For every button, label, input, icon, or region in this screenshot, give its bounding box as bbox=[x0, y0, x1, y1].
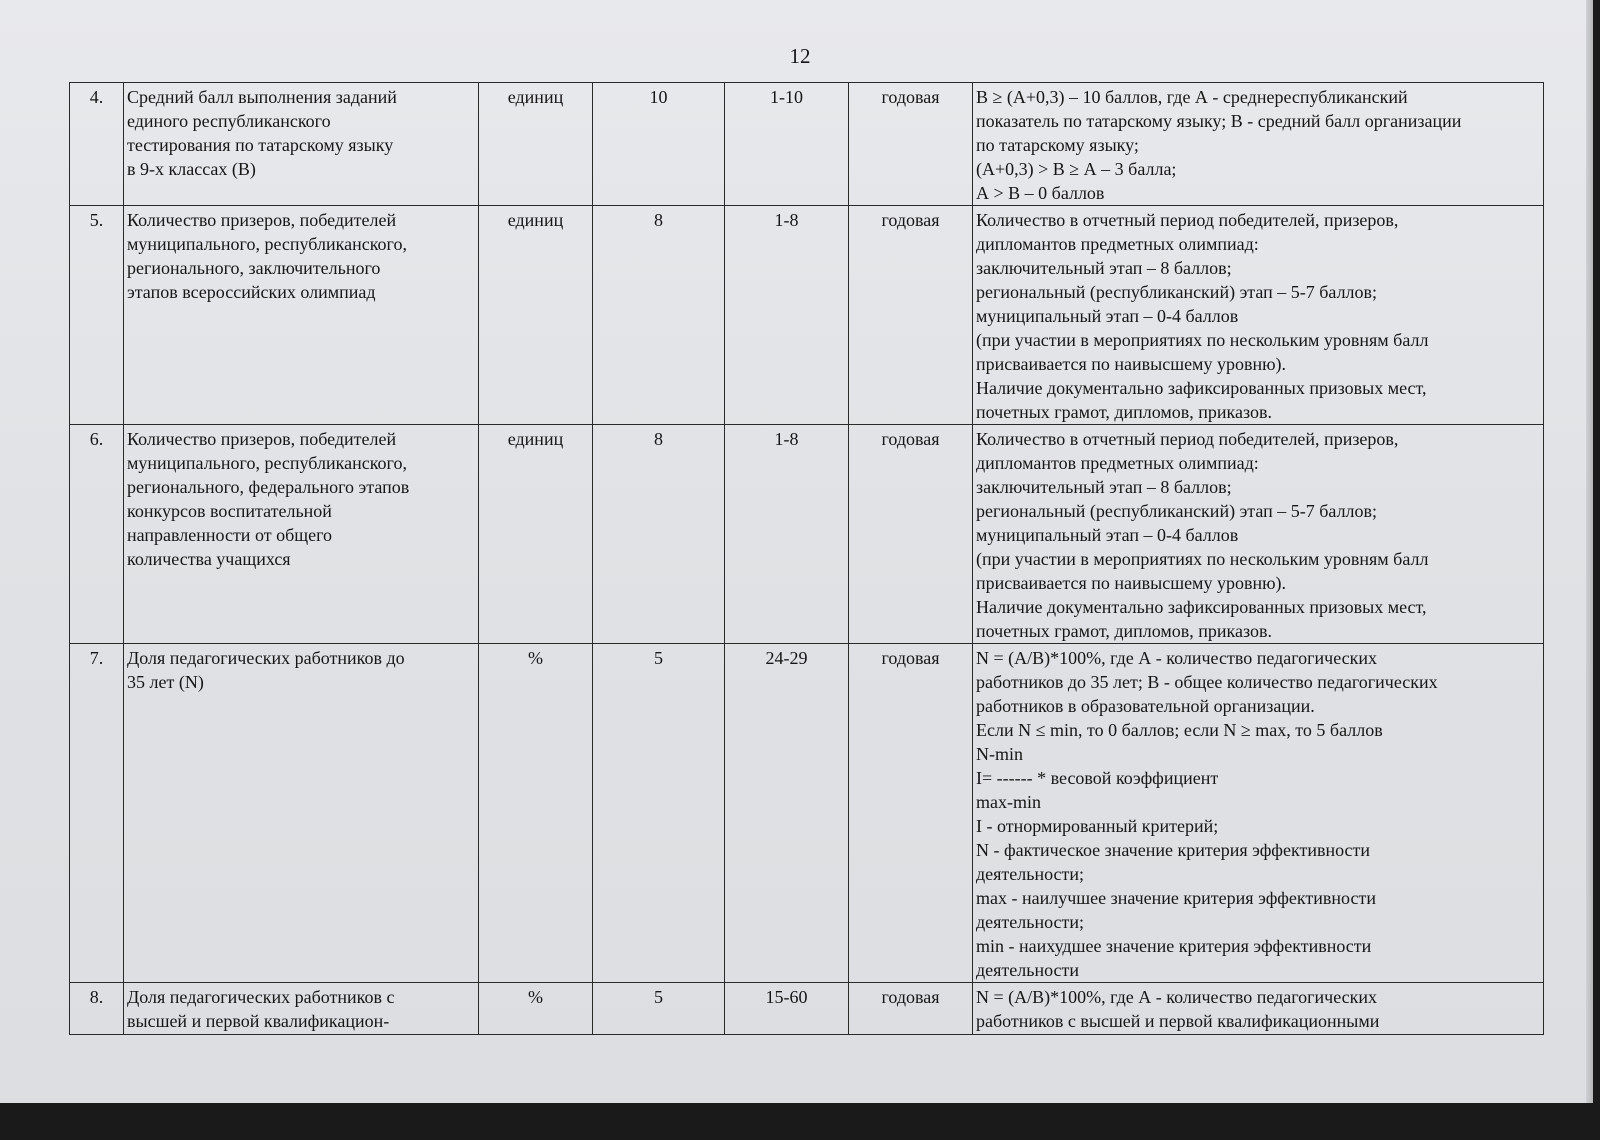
unit-cell: единиц bbox=[479, 425, 593, 644]
formula-line: работников до 35 лет; В - общее количество педагогических bbox=[976, 672, 1438, 692]
row-number: 6. bbox=[70, 425, 124, 644]
row-number: 8. bbox=[70, 983, 124, 1035]
formula-line: max-min bbox=[976, 792, 1041, 812]
formula-line: max - наилучшее значение критерия эффективности bbox=[976, 888, 1376, 908]
period-cell: годовая bbox=[849, 644, 973, 983]
indicator-line: 35 лет (N) bbox=[127, 672, 204, 692]
formula-line: почетных грамот, дипломов, приказов. bbox=[976, 621, 1273, 641]
formula-cell bbox=[973, 206, 1544, 425]
period-cell: годовая bbox=[849, 983, 973, 1035]
page-edge-shadow bbox=[1586, 0, 1593, 1103]
formula-line: дипломантов предметных олимпиад: bbox=[976, 234, 1259, 254]
formula-line: деятельности; bbox=[976, 912, 1085, 932]
formula-line: Наличие документально зафиксированных призовых мест, bbox=[976, 597, 1427, 617]
unit-cell: единиц bbox=[479, 206, 593, 425]
table-row bbox=[70, 83, 1544, 206]
weight-cell: 8 bbox=[593, 206, 725, 425]
formula-line: заключительный этап – 8 баллов; bbox=[976, 258, 1232, 278]
indicator-cell bbox=[124, 644, 479, 983]
formula-line: работников в образовательной организации. bbox=[976, 696, 1315, 716]
table-row bbox=[70, 644, 1544, 983]
formula-line: Если N ≤ min, то 0 баллов; если N ≥ max, то 5 баллов bbox=[976, 720, 1383, 740]
indicator-line: высшей и первой квалификацион- bbox=[127, 1011, 390, 1031]
unit-cell: единиц bbox=[479, 83, 593, 206]
table-row bbox=[70, 206, 1544, 425]
formula-line: Наличие документально зафиксированных призовых мест, bbox=[976, 378, 1427, 398]
formula-line: В ≥ (А+0,3) – 10 баллов, где А - среднереспубликанский bbox=[976, 87, 1408, 107]
indicator-line: конкурсов воспитательной bbox=[127, 501, 332, 521]
formula-cell bbox=[973, 983, 1544, 1035]
indicator-line: этапов всероссийских олимпиад bbox=[127, 282, 376, 302]
weight-cell: 10 bbox=[593, 83, 725, 206]
range-cell: 15-60 bbox=[725, 983, 849, 1035]
range-cell: 1-8 bbox=[725, 425, 849, 644]
formula-line: А > В – 0 баллов bbox=[976, 183, 1105, 203]
criteria-table bbox=[69, 82, 1544, 1035]
formula-line: муниципальный этап – 0-4 баллов bbox=[976, 306, 1239, 326]
formula-cell bbox=[973, 425, 1544, 644]
formula-line: N = (A/B)*100%, где А - количество педагогических bbox=[976, 987, 1378, 1007]
formula-line: N-min bbox=[976, 744, 1023, 764]
range-cell: 1-10 bbox=[725, 83, 849, 206]
formula-cell bbox=[973, 644, 1544, 983]
formula-line: деятельности; bbox=[976, 864, 1085, 884]
indicator-cell bbox=[124, 983, 479, 1035]
formula-line: присваивается по наивысшему уровню). bbox=[976, 354, 1287, 374]
formula-line: по татарскому языку; bbox=[976, 135, 1139, 155]
formula-line: min - наихудшее значение критерия эффективности bbox=[976, 936, 1372, 956]
indicator-line: Доля педагогических работников до bbox=[127, 648, 405, 668]
weight-cell: 5 bbox=[593, 644, 725, 983]
range-cell: 1-8 bbox=[725, 206, 849, 425]
page-number: 12 bbox=[789, 44, 811, 68]
indicator-line: муниципального, республиканского, bbox=[127, 453, 407, 473]
formula-line: деятельности bbox=[976, 960, 1080, 980]
formula-line: (А+0,3) > В ≥ А – 3 балла; bbox=[976, 159, 1177, 179]
row-number: 5. bbox=[70, 206, 124, 425]
table-row bbox=[70, 425, 1544, 644]
formula-line: (при участии в мероприятиях по нескольким уровням балл bbox=[976, 549, 1429, 569]
indicator-cell bbox=[124, 83, 479, 206]
range-cell: 24-29 bbox=[725, 644, 849, 983]
formula-line: присваивается по наивысшему уровню). bbox=[976, 573, 1287, 593]
indicator-line: Доля педагогических работников с bbox=[127, 987, 395, 1007]
formula-line: I - отнормированный критерий; bbox=[976, 816, 1219, 836]
indicator-line: единого республиканского bbox=[127, 111, 331, 131]
formula-line: работников с высшей и первой квалификационными bbox=[976, 1011, 1380, 1031]
indicator-line: количества учащихся bbox=[127, 549, 291, 569]
formula-line: I= ------ * весовой коэффициент bbox=[976, 768, 1219, 788]
indicator-line: регионального, заключительного bbox=[127, 258, 381, 278]
formula-line: Количество в отчетный период победителей, призеров, bbox=[976, 429, 1399, 449]
table-row bbox=[70, 983, 1544, 1035]
formula-line: заключительный этап – 8 баллов; bbox=[976, 477, 1232, 497]
formula-line: Количество в отчетный период победителей, призеров, bbox=[976, 210, 1399, 230]
indicator-line: Количество призеров, победителей bbox=[127, 210, 397, 230]
formula-line: (при участии в мероприятиях по нескольким уровням балл bbox=[976, 330, 1429, 350]
period-cell: годовая bbox=[849, 83, 973, 206]
indicator-line: тестирования по татарскому языку bbox=[127, 135, 394, 155]
formula-line: муниципальный этап – 0-4 баллов bbox=[976, 525, 1239, 545]
period-cell: годовая bbox=[849, 425, 973, 644]
formula-line: региональный (республиканский) этап – 5-7 баллов; bbox=[976, 501, 1378, 521]
formula-line: региональный (республиканский) этап – 5-7 баллов; bbox=[976, 282, 1378, 302]
formula-line: дипломантов предметных олимпиад: bbox=[976, 453, 1259, 473]
weight-cell: 8 bbox=[593, 425, 725, 644]
formula-line: почетных грамот, дипломов, приказов. bbox=[976, 402, 1273, 422]
unit-cell: % bbox=[479, 644, 593, 983]
indicator-line: регионального, федерального этапов bbox=[127, 477, 410, 497]
indicator-line: в 9-х классах (В) bbox=[127, 159, 256, 179]
formula-cell bbox=[973, 83, 1544, 206]
formula-line: N = (A/B)*100%, где А - количество педагогических bbox=[976, 648, 1378, 668]
period-cell: годовая bbox=[849, 206, 973, 425]
indicator-line: муниципального, республиканского, bbox=[127, 234, 407, 254]
indicator-line: Средний балл выполнения заданий bbox=[127, 87, 397, 107]
row-number: 4. bbox=[70, 83, 124, 206]
indicator-cell bbox=[124, 206, 479, 425]
formula-line: показатель по татарскому языку; В - средний балл организации bbox=[976, 111, 1462, 131]
indicator-line: Количество призеров, победителей bbox=[127, 429, 397, 449]
indicator-line: направленности от общего bbox=[127, 525, 333, 545]
indicator-cell bbox=[124, 425, 479, 644]
weight-cell: 5 bbox=[593, 983, 725, 1035]
formula-line: N - фактическое значение критерия эффективности bbox=[976, 840, 1371, 860]
row-number: 7. bbox=[70, 644, 124, 983]
unit-cell: % bbox=[479, 983, 593, 1035]
